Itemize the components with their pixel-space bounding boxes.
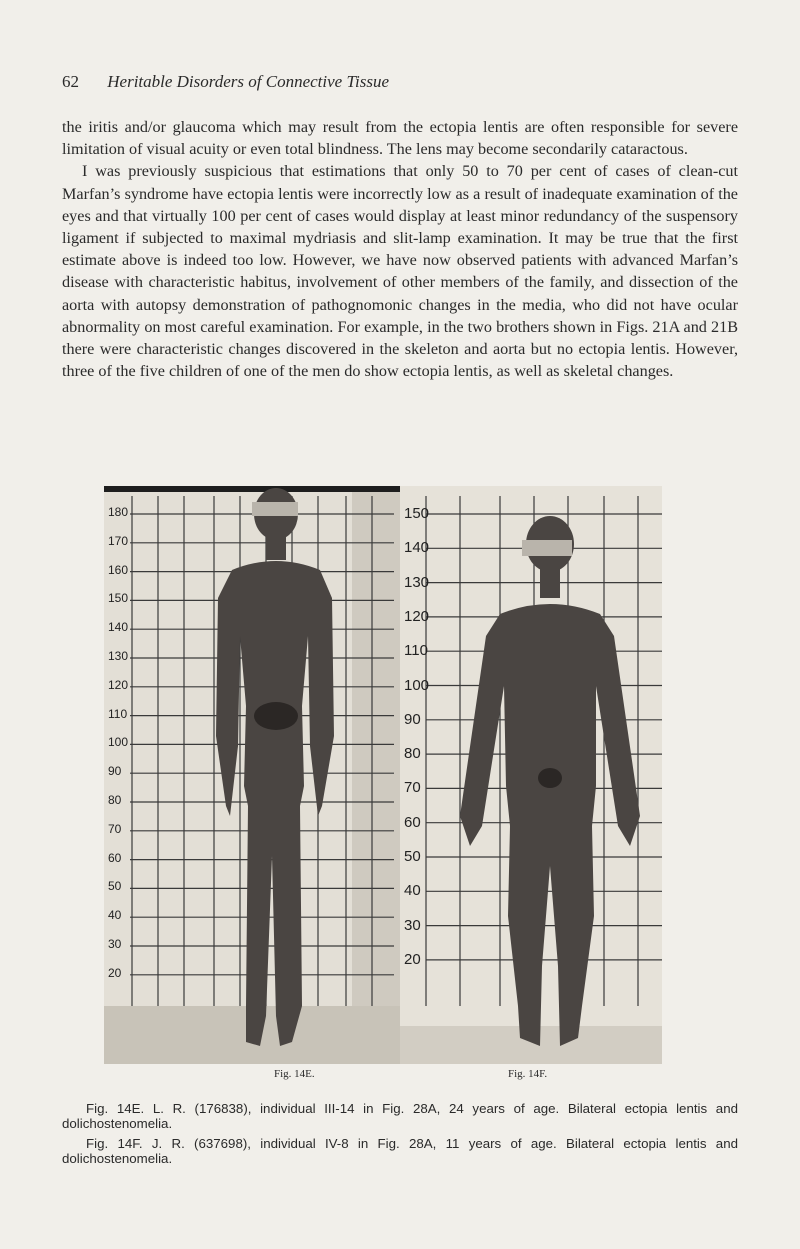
figure-14 [104,486,662,1064]
photo-fig-14f [400,486,662,1064]
photo-e-graphic [104,486,400,1064]
scale-label: 80 [108,793,122,807]
scale-label: 150 [404,505,430,522]
scale-label: 50 [108,879,122,894]
photo-f-graphic [400,486,662,1064]
scale-label: 170 [108,533,129,548]
running-title: Heritable Disorders of Connective Tissue [107,72,389,91]
scale-label: 120 [404,607,430,625]
figure-label-14e: Fig. 14E. [274,1068,315,1080]
scale-label: 90 [404,710,421,728]
scale-label: 20 [108,965,122,980]
scale-label: 40 [404,882,421,900]
scale-label: 180 [108,505,129,519]
scale-label: 140 [108,620,129,635]
scale-label: 130 [404,573,430,591]
scale-label: 120 [108,677,129,692]
photo-fig-14e [104,486,400,1064]
scale-label: 160 [108,562,129,577]
scale-label: 60 [108,850,122,865]
figure-captions [62,1102,738,1172]
scale-label: 80 [404,745,421,763]
scale-label: 100 [404,676,430,694]
scale-label: 30 [404,916,421,934]
caption-14f: Fig. 14F. J. R. (637698), individual IV-8 in Fig. 28A, 11 years of age. Bilateral ectopia lentis and dolichostenomelia. [62,1136,738,1166]
figure-label-14f: Fig. 14F. [508,1068,548,1080]
scale-label: 100 [108,735,129,750]
scale-label: 70 [404,779,421,797]
scale-label: 90 [108,764,122,779]
page-number: 62 [62,72,79,91]
scale-label: 20 [404,950,421,968]
scale-label: 110 [404,642,428,660]
scale-label: 50 [404,848,421,865]
scale-label: 130 [108,649,129,663]
running-header [62,72,389,92]
paragraph-2: I was previously suspicious that estimations that only 50 to 70 per cent of cases of clean-cut Marfan’s syndrome have ectopia lentis were incorrectly low as a result of inadequate examination of the eyes and that virtually 100 per cent of cases would display at least minor redundancy of the suspensory ligament if subjected to maximal mydriasis and slit-lamp examination. It may be true that the first estimate above is indeed too low. However, we have now observed patients with advanced Marfan’s disease with characteristic habitus, involvement of other members of the family, and dissection of the aorta with autopsy demonstration of pathognomonic changes in the media, who did not have ocular abnormality on most careful examination. For example, in the two brothers shown in Figs. 21A and 21B there were characteristic changes discovered in the skeleton and aorta but no ectopia lentis. However, three of the five children of one of the men do show ectopia lentis, as well as skeletal changes. [62,162,738,381]
scale-label: 70 [108,821,122,836]
scale-label: 30 [108,937,122,951]
caption-14e: Fig. 14E. L. R. (176838), individual III-14 in Fig. 28A, 24 years of age. Bilateral ectopia lentis and dolichostenomelia. [62,1101,738,1131]
scale-label: 40 [108,908,122,923]
body-text [62,116,738,382]
scale-label: 140 [404,539,430,557]
scale-label: 110 [108,706,128,721]
paragraph-1: the iritis and/or glaucoma which may result from the ectopia lentis are often responsible for severe limitation of visual acuity or even total blindness. The lens may become secondarily cataractous. [62,118,738,159]
scale-label: 150 [108,591,129,606]
scale-label: 60 [404,813,421,831]
